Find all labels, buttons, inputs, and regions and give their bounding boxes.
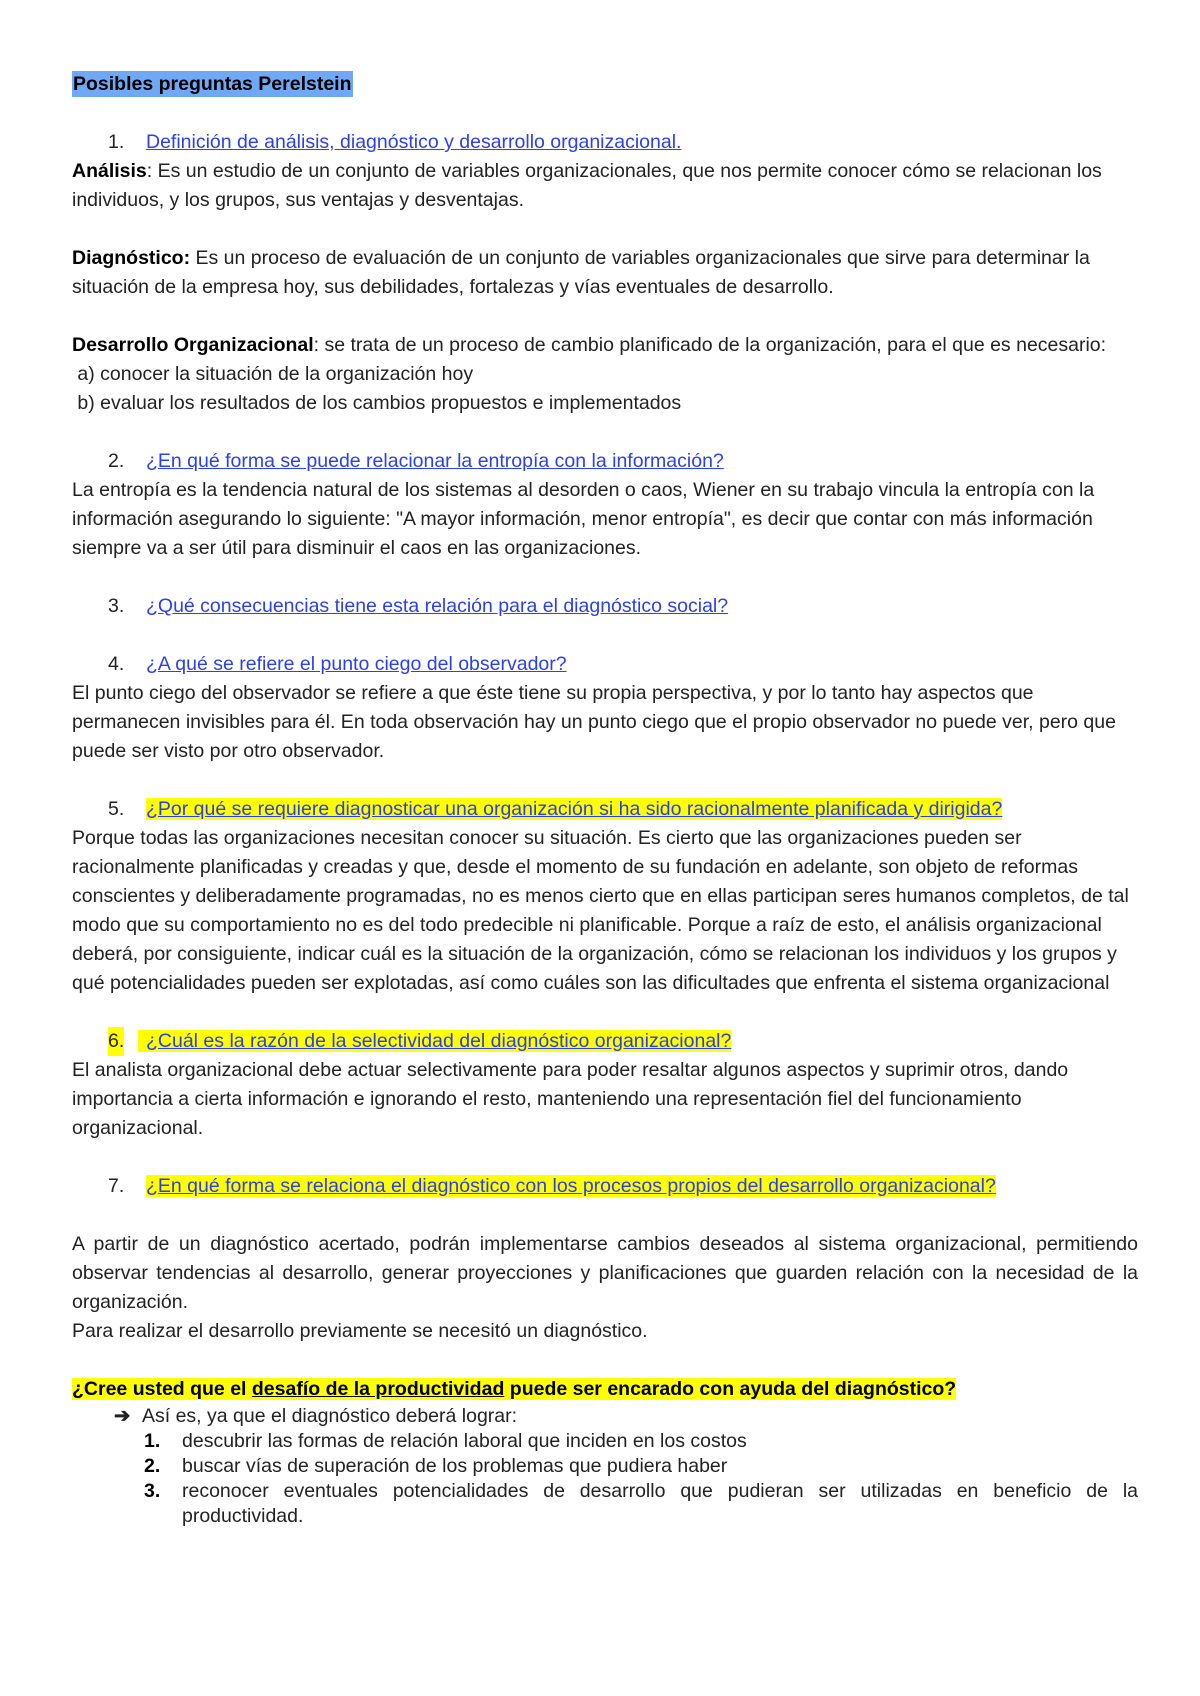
definition-desarrollo-text: : se trata de un proceso de cambio planificado de la organización, para el que es necesario:: [313, 334, 1107, 356]
answer-7-continued: Para realizar el desarrollo previamente se necesitó un diagnóstico.: [72, 1320, 648, 1342]
spacer: [72, 766, 1138, 795]
definition-analisis: [72, 157, 1138, 215]
right-arrow-icon: ➔: [114, 1405, 131, 1427]
spacer: [72, 302, 1138, 331]
list-item-b: b) evaluar los resultados de los cambios propuestos e implementados: [72, 392, 682, 414]
spacer: [72, 418, 1138, 447]
question-6-link[interactable]: ¿Cuál es la razón de la selectividad del diagnóstico organizacional?: [138, 1030, 731, 1052]
definition-analisis-text: : Es un estudio de un conjunto de variables organizacionales, que nos permite conocer cómo se relacionan los individuos, y los grupos, sus ventajas y desventajas.: [72, 160, 1102, 211]
list-item: [72, 1479, 1138, 1529]
question-number: 2.: [108, 450, 125, 472]
question-3: [72, 592, 1138, 621]
term-diagnostico: Diagnóstico:: [72, 247, 191, 269]
question-2: [72, 447, 1138, 476]
final-question: [72, 1375, 1138, 1404]
definition-diagnostico-text: Es un proceso de evaluación de un conjunto de variables organizacionales que sirve para determinar la situación de la empresa hoy, sus debilidades, fortalezas y vías eventuales de desarrollo.: [72, 247, 1090, 298]
spacer: [72, 998, 1138, 1027]
list-item-number: 1.: [144, 1430, 161, 1452]
spacer: [72, 621, 1138, 650]
question-2-link[interactable]: ¿En qué forma se puede relacionar la entropía con la información?: [146, 450, 724, 472]
question-number: 3.: [108, 595, 125, 617]
question-4-link[interactable]: ¿A qué se refiere el punto ciego del observador?: [146, 653, 567, 675]
question-number: 1.: [108, 131, 125, 153]
question-number: 5.: [108, 798, 125, 820]
answer-2: La entropía es la tendencia natural de los sistemas al desorden o caos, Wiener en su trabajo vincula la entropía con la información asegurando lo siguiente: "A mayor información, menor entropía", es decir que contar con más información siempre va a ser útil para disminuir el caos en las organizaciones.: [72, 479, 1095, 559]
term-desarrollo: Desarrollo Organizacional: [72, 334, 314, 356]
arrow-item-text: Así es, ya que el diagnóstico deberá lograr:: [142, 1405, 518, 1427]
answer-6: El analista organizacional debe actuar selectivamente para poder resaltar algunos aspectos y suprimir otros, dando importancia a cierta información e ignorando el resto, manteniendo una representación fiel del funcionamiento organizacional.: [72, 1059, 1069, 1139]
question-7-link[interactable]: ¿En qué forma se relaciona el diagnóstico con los procesos propios del desarrollo organizacional?: [146, 1175, 996, 1197]
final-question-part1: ¿Cree usted que el: [72, 1378, 252, 1400]
question-number: 6.: [108, 1027, 124, 1056]
question-6: [72, 1027, 1138, 1056]
page-title: [72, 70, 1138, 99]
question-number: 4.: [108, 653, 125, 675]
question-5-link[interactable]: ¿Por qué se requiere diagnosticar una organización si ha sido racionalmente planificada y dirigida?: [146, 798, 1003, 820]
answer-5: Porque todas las organizaciones necesitan conocer su situación. Es cierto que las organizaciones pueden ser racionalmente planificadas y creadas y que, desde el momento de su fundación en adelante, son objeto de reformas conscientes y deliberadamente programadas, no es menos cierto que en ellas participan seres humanos completos, de tal modo que su comportamiento no es del todo predecible ni planificable. Porque a raíz de esto, el análisis organizacional deberá, por consiguiente, indicar cuál es la situación de la organización, cómo se relacionan los individuos y los grupos y qué potencialidades pueden ser explotadas, así como cuáles son las dificultades que enfrenta el sistema organizacional: [72, 827, 1129, 994]
answer-7: A partir de un diagnóstico acertado, podrán implementarse cambios deseados al sistema organizacional, permitiendo observar tendencias al desarrollo, generar proyecciones y planificaciones que guarden relación con la necesidad de la organización.: [72, 1233, 1138, 1313]
document-page: [72, 70, 1138, 1529]
list-item-text: reconocer eventuales potencialidades de desarrollo que pudieran ser utilizadas en beneficio de la productividad.: [182, 1480, 1138, 1527]
spacer: [72, 99, 1138, 128]
answer-4: El punto ciego del observador se refiere a que éste tiene su propia perspectiva, y por lo tanto hay aspectos que permanecen invisibles para él. En toda observación hay un punto ciego que el propio observador no puede ver, pero que puede ser visto por otro observador.: [72, 682, 1116, 762]
definition-diagnostico: [72, 244, 1138, 302]
definition-desarrollo: [72, 331, 1138, 360]
question-1-link[interactable]: Definición de análisis, diagnóstico y desarrollo organizacional.: [146, 131, 682, 153]
list-item-number: 3.: [144, 1480, 161, 1502]
final-answer-list: [72, 1404, 1138, 1529]
term-analisis: Análisis: [72, 160, 147, 182]
final-question-part2: puede ser encarado con ayuda del diagnóstico?: [504, 1378, 957, 1400]
question-5: [72, 795, 1138, 824]
question-3-link[interactable]: ¿Qué consecuencias tiene esta relación para el diagnóstico social?: [146, 595, 729, 617]
final-question-underlined: desafío de la productividad: [251, 1378, 505, 1400]
list-item-a: a) conocer la situación de la organización hoy: [72, 363, 474, 385]
question-7: [72, 1172, 1138, 1201]
spacer: [72, 1143, 1138, 1172]
list-item-text: buscar vías de superación de los problemas que pudiera haber: [182, 1455, 728, 1477]
question-1: [72, 128, 1138, 157]
list-item-text: descubrir las formas de relación laboral que inciden en los costos: [182, 1430, 747, 1452]
spacer: [72, 563, 1138, 592]
final-question-text: [72, 1378, 956, 1400]
spacer: [72, 215, 1138, 244]
list-item-number: 2.: [144, 1455, 161, 1477]
spacer: [72, 1201, 1138, 1230]
arrow-item: [72, 1404, 1138, 1429]
title-text: Posibles preguntas Perelstein: [73, 73, 352, 95]
question-number: 7.: [108, 1175, 125, 1197]
list-item: [72, 1454, 1138, 1479]
question-4: [72, 650, 1138, 679]
spacer: [72, 1346, 1138, 1375]
list-item: [72, 1429, 1138, 1454]
